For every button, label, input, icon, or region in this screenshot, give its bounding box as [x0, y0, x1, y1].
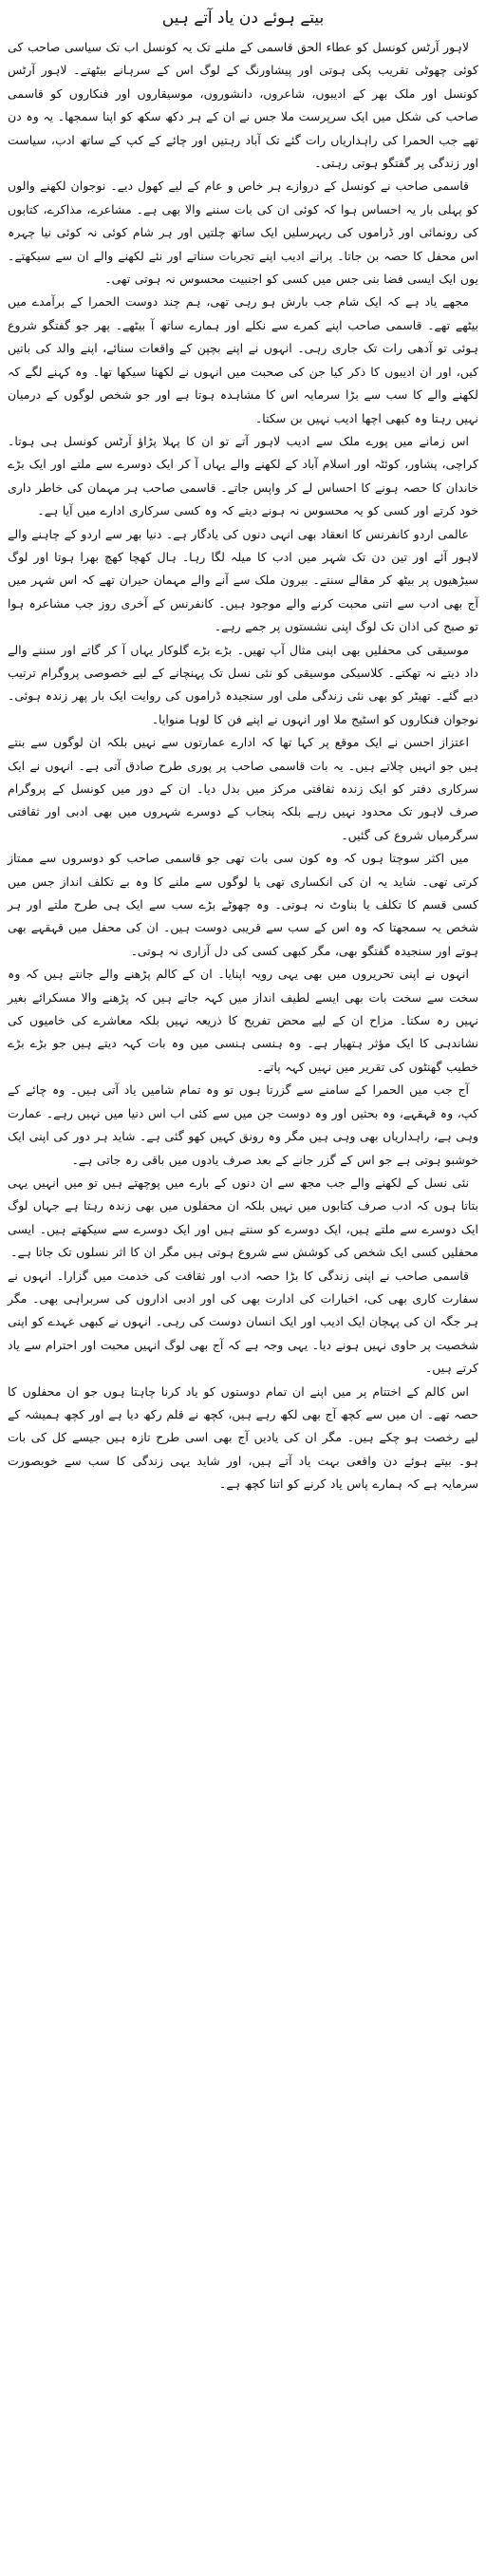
article-paragraph: موسیقی کی محفلیں بھی اپنی مثال آپ تھیں۔ بڑے بڑے گلوکار یہاں آ کر گاتے اور سننے والے داد دیتے نہ تھکتے۔ کلاسیکی موسیقی کو نئی نسل تک پہنچانے کے لیے خصوصی پروگرام ترتیب دیے گئے۔ تھیٹر کو بھی نئی زندگی ملی اور سنجیدہ ڈراموں کی روایت ایک بار پھر زندہ ہوئی۔ نوجوان فنکاروں کو اسٹیج ملا اور انہوں نے اپنے فن کا لوہا منوایا۔: [8, 642, 478, 726]
article-paragraph: آج جب میں الحمرا کے سامنے سے گزرتا ہوں تو وہ تمام شامیں یاد آتی ہیں۔ وہ چائے کے کپ، وہ قہقہے، وہ بحثیں اور وہ دوست جن میں سے کئی اب اس دنیا میں نہیں رہے۔ عمارت وہی ہے، راہداریاں بھی وہی ہیں مگر وہ رونق کہیں کھو گئی ہے۔ شاید ہر دور کی اپنی ایک خوشبو ہوتی ہے جو اس کے گزر جانے کے بعد صرف یادوں میں باقی رہ جاتی ہے۔: [8, 1082, 478, 1167]
article-paragraph: عالمی اردو کانفرنس کا انعقاد بھی انہی دنوں کی یادگار ہے۔ دنیا بھر سے اردو کے چاہنے والے لاہور آئے اور تین دن تک شہر میں ادب کا میلہ لگا رہا۔ ہال کھچا کھچ بھرا ہوتا اور لوگ سیڑھیوں پر بیٹھ کر مقالے سنتے۔ بیرون ملک سے آنے والے مہمان حیران تھے کہ اس شہر میں آج بھی ادب سے اتنی محبت کرنے والے موجود ہیں۔ کانفرنس کے آخری روز جب مشاعرہ ہوا تو صبح کی اذان تک لوگ اپنی نشستوں پر جمے رہے۔: [8, 526, 478, 634]
article-paragraph: اعتزاز احسن نے ایک موقع پر کہا تھا کہ ادارے عمارتوں سے نہیں بلکہ ان لوگوں سے بنتے ہیں جو انہیں چلاتے ہیں۔ یہ بات قاسمی صاحب پر پوری طرح صادق آتی ہے۔ انہوں نے ایک سرکاری دفتر کو ایک زندہ ثقافتی مرکز میں بدل دیا۔ ان کے دور میں کونسل کے پروگرام صرف لاہور تک محدود نہیں رہے بلکہ پنجاب کے دوسرے شہروں میں بھی ادبی اور ثقافتی سرگرمیاں شروع کی گئیں۔: [8, 735, 478, 842]
article-paragraph: قاسمی صاحب نے اپنی زندگی کا بڑا حصہ ادب اور ثقافت کی خدمت میں گزارا۔ انہوں نے سفارت کاری بھی کی، اخبارات کی ادارت بھی کی اور ادبی اداروں کی سربراہی بھی۔ مگر ہر جگہ ان کی پہچان ایک ادیب اور ایک انسان دوست کی رہی۔ انہوں نے کبھی عہدے کو اپنی شخصیت پر حاوی نہیں ہونے دیا۔ یہی وجہ ہے کہ آج بھی لوگ انہیں محبت اور احترام سے یاد کرتے ہیں۔: [8, 1268, 478, 1376]
article-paragraph: لاہور آرٹس کونسل کو عطاء الحق قاسمی کے ملنے تک یہ کونسل اب تک سیاسی صاحب کی کوئی چھوٹی تقریب پکی ہوتی اور پیشاورنگ کے لوگ اس کے سرہانے بیٹھتے۔ لاہور آرٹس کونسل اور ملک بھر کے ادیبوں، شاعروں، دانشوروں، موسیقاروں اور فنکاروں کو قاسمی صاحب کی شکل میں ایک سرپرست ملا جس نے ان کے ہر دکھ سکھ کو اپنا سمجھا۔ یہ وہ دن تھے جب الحمرا کی راہداریاں رات گئے تک آباد رہتیں اور چائے کے کپ کے ساتھ ادب، سیاست اور زندگی پر گفتگو ہوتی رہتی۔: [8, 40, 478, 171]
article-paragraph: میں اکثر سوچتا ہوں کہ وہ کون سی بات تھی جو قاسمی صاحب کو دوسروں سے ممتاز کرتی تھی۔ شاید یہ ان کی انکساری تھی یا لوگوں سے ملنے کا وہ بے تکلف انداز جس میں کسی قسم کا تکلف یا بناوٹ نہ ہوتی۔ وہ چھوٹے بڑے سب سے ایک ہی طرح ملتے اور ہر شخص یہ سمجھتا کہ وہ اس کے سب سے قریبی دوست ہیں۔ ان کی محفل میں قہقہے بھی ہوتے اور سنجیدہ گفتگو بھی، مگر کبھی کسی کی دل آزاری نہ ہوتی۔: [8, 851, 478, 958]
article-paragraph: مجھے یاد ہے کہ ایک شام جب بارش ہو رہی تھی، ہم چند دوست الحمرا کے برآمدے میں بیٹھے تھے۔ قاسمی صاحب اپنے کمرے سے نکلے اور ہمارے ساتھ آ بیٹھے۔ پھر جو گفتگو شروع ہوئی تو آدھی رات تک جاری رہی۔ انہوں نے اپنے بچپن کے واقعات سنائے، اپنے والد کی باتیں کیں، اور ان ادیبوں کا ذکر کیا جن کی صحبت میں انہوں نے لکھنا سیکھا تھا۔ وہ کہنے لگے کہ لکھنے والے کا سب سے بڑا سرمایہ اس کا مشاہدہ ہوتا ہے اور جو شخص لوگوں کے درمیان نہیں رہتا وہ کبھی اچھا ادیب نہیں بن سکتا۔: [8, 294, 478, 425]
article-paragraph: انہوں نے اپنی تحریروں میں بھی یہی رویہ اپنایا۔ ان کے کالم پڑھنے والے جانتے ہیں کہ وہ سخت سے سخت بات بھی ایسے لطیف انداز میں کہہ جاتے ہیں کہ پڑھنے والا مسکرائے بغیر نہیں رہ سکتا۔ مزاح ان کے لیے محض تفریح کا ذریعہ نہیں بلکہ معاشرے کی خامیوں کی نشاندہی کا ایک مؤثر ہتھیار ہے۔ وہ ہنسی ہنسی میں وہ بات کہہ دیتے ہیں جو بڑے بڑے خطیب گھنٹوں کی تقریر میں نہیں کہہ پاتے۔: [8, 967, 478, 1074]
article-paragraph: قاسمی صاحب نے کونسل کے دروازے ہر خاص و عام کے لیے کھول دیے۔ نوجوان لکھنے والوں کو پہلی بار یہ احساس ہوا کہ کوئی ان کی بات سننے والا بھی ہے۔ مشاعرے، مذاکرے، کتابوں کی رونمائی اور ڈراموں کی ریہرسلیں ایک ساتھ چلتیں اور ہر شام کوئی نہ کوئی نیا چہرہ اس محفل کا حصہ بن جاتا۔ پرانے ادیب اپنے تجربات سناتے اور نئے لکھنے والے ان سے سیکھتے۔ یوں ایک ایسی فضا بنی جس میں کسی کو اجنبیت محسوس نہ ہوتی تھی۔: [8, 179, 478, 287]
article-paragraph: نئی نسل کے لکھنے والے جب مجھ سے ان دنوں کے بارے میں پوچھتے ہیں تو میں انہیں یہی بتاتا ہوں کہ ادب صرف کتابوں میں نہیں بلکہ ان محفلوں میں بھی زندہ رہتا ہے جہاں لوگ ایک دوسرے سے ملتے ہیں، ایک دوسرے کو سنتے ہیں اور ایک دوسرے سے سیکھتے ہیں۔ ایسی محفلیں کسی ایک شخص کی کوشش سے شروع ہوتی ہیں مگر ان کا اثر نسلوں تک جاتا ہے۔: [8, 1175, 478, 1260]
article-paragraph: اس زمانے میں پورے ملک سے ادیب لاہور آتے تو ان کا پہلا پڑاؤ آرٹس کونسل ہی ہوتا۔ کراچی، پشاور، کوئٹہ اور اسلام آباد کے لکھنے والے یہاں آ کر ایک دوسرے سے ملتے اور ایک بڑے خاندان کا حصہ ہونے کا احساس لے کر واپس جاتے۔ قاسمی صاحب ہر مہمان کی خاطر داری خود کرتے اور کسی کو یہ محسوس نہ ہونے دیتے کہ وہ کسی سرکاری ادارے میں آیا ہے۔: [8, 433, 478, 518]
article-paragraph: اس کالم کے اختتام پر میں اپنے ان تمام دوستوں کو یاد کرنا چاہتا ہوں جو ان محفلوں کا حصہ تھے۔ ان میں سے کچھ آج بھی لکھ رہے ہیں، کچھ نے قلم رکھ دیا ہے اور کچھ ہمیشہ کے لیے رخصت ہو چکے ہیں۔ مگر ان کی یادیں آج بھی اسی طرح تازہ ہیں جیسے کل کی بات ہو۔ بیتے ہوئے دن واقعی بہت یاد آتے ہیں، اور شاید یہی زندگی کا سب سے خوبصورت سرمایہ ہے کہ ہمارے پاس یاد کرنے کو اتنا کچھ ہے۔: [8, 1383, 478, 1492]
article-page: [8, 0, 478, 1496]
article-body: [8, 36, 478, 1496]
article-headline: بیتے ہوئے دن یاد آتے ہیں: [161, 9, 325, 28]
